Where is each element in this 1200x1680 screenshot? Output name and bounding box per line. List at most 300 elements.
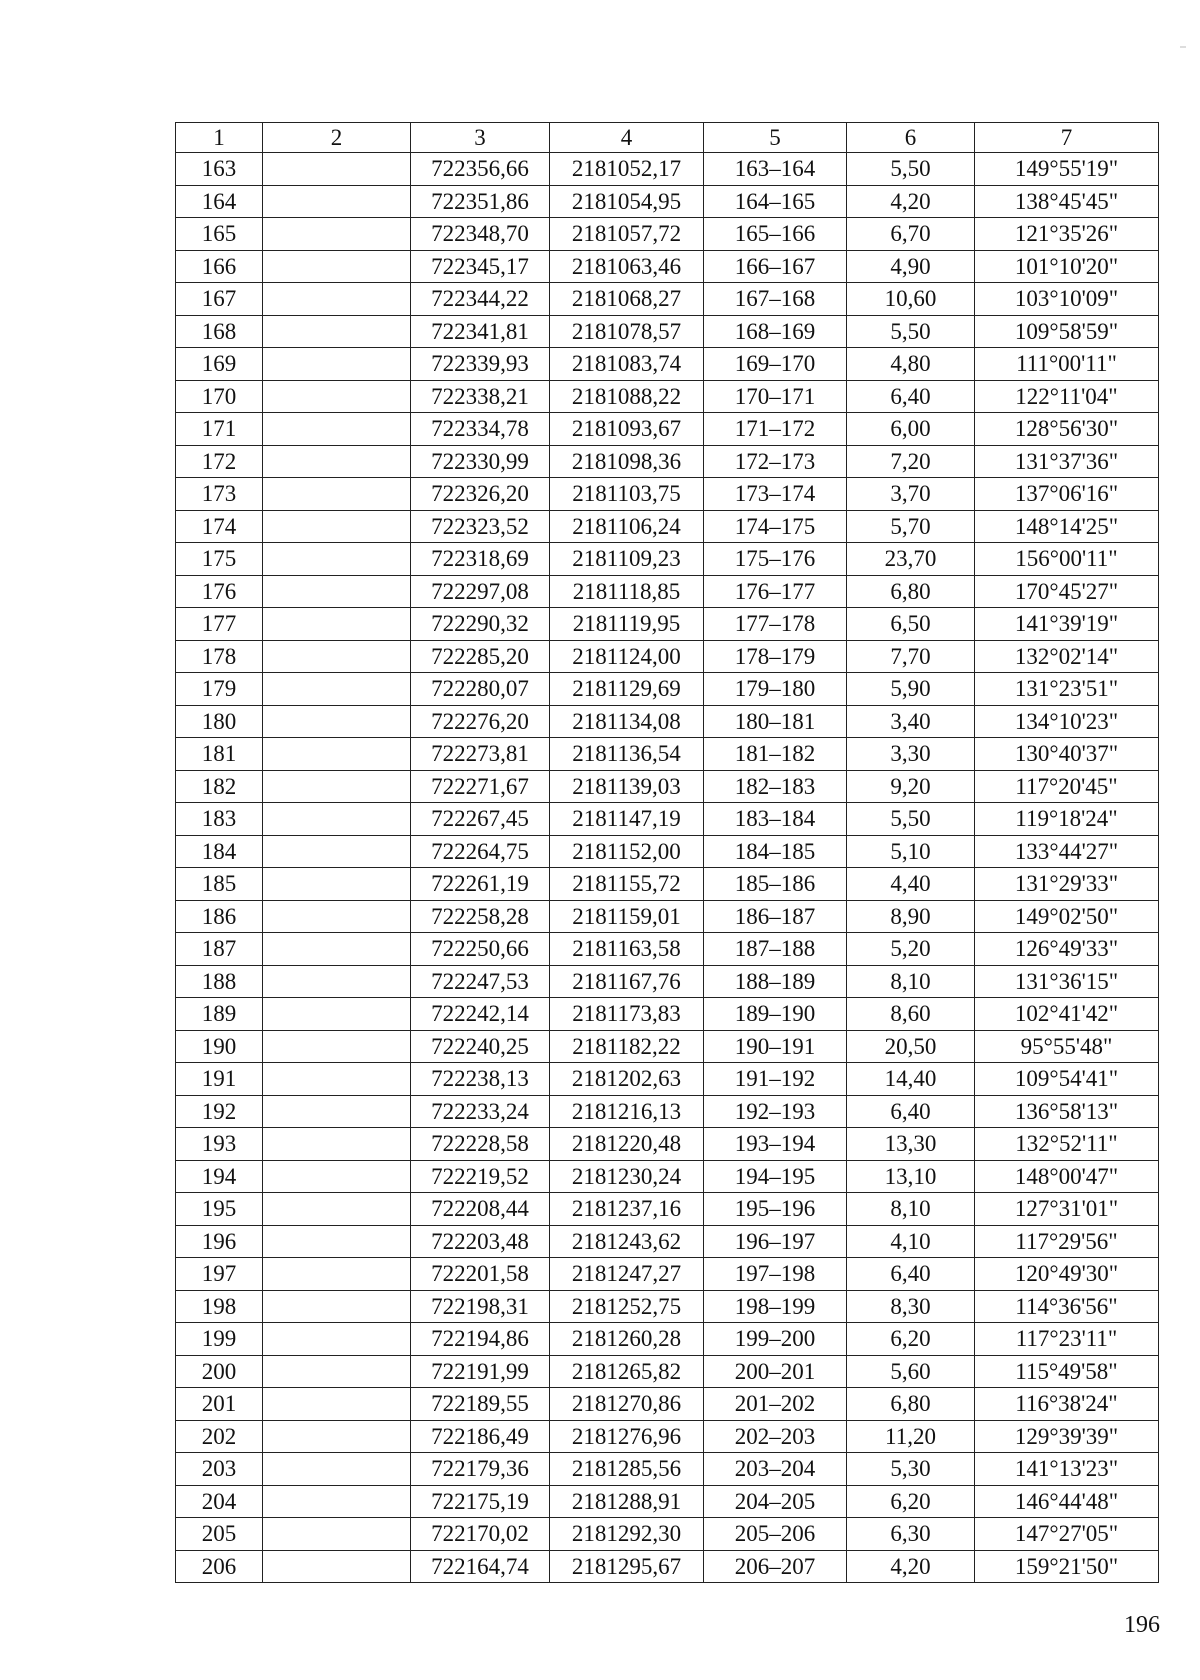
table-cell: 722203,48: [411, 1225, 550, 1258]
table-cell: 722242,14: [411, 998, 550, 1031]
table-cell: 2181265,82: [550, 1355, 704, 1388]
table-cell: [263, 1225, 411, 1258]
table-cell: 200–201: [704, 1355, 847, 1388]
table-cell: 188: [176, 965, 263, 998]
table-cell: 2181202,63: [550, 1063, 704, 1096]
table-cell: 111°00'11": [975, 348, 1159, 381]
table-cell: 174: [176, 510, 263, 543]
table-cell: 6,70: [847, 218, 975, 251]
table-cell: 14,40: [847, 1063, 975, 1096]
table-cell: 6,40: [847, 1095, 975, 1128]
table-cell: 201–202: [704, 1388, 847, 1421]
table-row: [176, 868, 1159, 901]
table-cell: 5,60: [847, 1355, 975, 1388]
table-row: [176, 770, 1159, 803]
table-cell: 722238,13: [411, 1063, 550, 1096]
table-cell: 722334,78: [411, 413, 550, 446]
table-cell: [263, 380, 411, 413]
table-cell: [263, 1258, 411, 1291]
table-cell: [263, 1518, 411, 1551]
table-cell: 156°00'11": [975, 543, 1159, 576]
table-cell: 722338,21: [411, 380, 550, 413]
table-cell: 141°13'23": [975, 1453, 1159, 1486]
table-cell: 722194,86: [411, 1323, 550, 1356]
table-cell: 6,20: [847, 1485, 975, 1518]
table-cell: 195: [176, 1193, 263, 1226]
table-cell: [263, 1420, 411, 1453]
table-cell: 127°31'01": [975, 1193, 1159, 1226]
table-row: [176, 998, 1159, 1031]
table-cell: [263, 348, 411, 381]
table-cell: 3,40: [847, 705, 975, 738]
table-cell: 2181237,16: [550, 1193, 704, 1226]
table-cell: 186–187: [704, 900, 847, 933]
table-cell: 177: [176, 608, 263, 641]
table-cell: 205: [176, 1518, 263, 1551]
column-header: 1: [176, 123, 263, 153]
table-cell: 722330,99: [411, 445, 550, 478]
table-cell: 188–189: [704, 965, 847, 998]
table-cell: 2181288,91: [550, 1485, 704, 1518]
table-cell: 5,50: [847, 803, 975, 836]
table-cell: 202: [176, 1420, 263, 1453]
table-cell: 2181147,19: [550, 803, 704, 836]
table-cell: 129°39'39": [975, 1420, 1159, 1453]
table-cell: 2181247,27: [550, 1258, 704, 1291]
table-row: [176, 1290, 1159, 1323]
table-cell: 722247,53: [411, 965, 550, 998]
table-cell: 6,80: [847, 1388, 975, 1421]
table-cell: 114°36'56": [975, 1290, 1159, 1323]
column-header: 5: [704, 123, 847, 153]
table-cell: 722323,52: [411, 510, 550, 543]
table-cell: 198–199: [704, 1290, 847, 1323]
table-cell: 722186,49: [411, 1420, 550, 1453]
table-row: [176, 153, 1159, 186]
table-cell: 3,30: [847, 738, 975, 771]
table-cell: 168–169: [704, 315, 847, 348]
table-cell: 177–178: [704, 608, 847, 641]
table-cell: 202–203: [704, 1420, 847, 1453]
table-cell: 2181285,56: [550, 1453, 704, 1486]
table-cell: 8,10: [847, 965, 975, 998]
table-cell: 722201,58: [411, 1258, 550, 1291]
table-cell: 175–176: [704, 543, 847, 576]
table-cell: 198: [176, 1290, 263, 1323]
table-cell: 722189,55: [411, 1388, 550, 1421]
table-row: [176, 1160, 1159, 1193]
table-cell: 176–177: [704, 575, 847, 608]
table-cell: 2181260,28: [550, 1323, 704, 1356]
table-cell: [263, 218, 411, 251]
table-cell: 119°18'24": [975, 803, 1159, 836]
table-cell: [263, 640, 411, 673]
table-cell: 138°45'45": [975, 185, 1159, 218]
table-cell: 8,90: [847, 900, 975, 933]
table-cell: 197: [176, 1258, 263, 1291]
table-cell: 722175,19: [411, 1485, 550, 1518]
table-cell: 2181083,74: [550, 348, 704, 381]
table-cell: [263, 835, 411, 868]
table-row: [176, 543, 1159, 576]
table-cell: 5,50: [847, 315, 975, 348]
table-cell: 5,20: [847, 933, 975, 966]
table-cell: 181: [176, 738, 263, 771]
table-row: [176, 933, 1159, 966]
table-cell: 204: [176, 1485, 263, 1518]
table-row: [176, 1518, 1159, 1551]
table-cell: 722179,36: [411, 1453, 550, 1486]
table-cell: 722164,74: [411, 1550, 550, 1583]
table-row: [176, 900, 1159, 933]
table-cell: 6,30: [847, 1518, 975, 1551]
table-cell: 182: [176, 770, 263, 803]
table-cell: 191: [176, 1063, 263, 1096]
table-cell: 175: [176, 543, 263, 576]
table-cell: 722219,52: [411, 1160, 550, 1193]
table-cell: 8,30: [847, 1290, 975, 1323]
table-cell: [263, 543, 411, 576]
table-cell: 4,40: [847, 868, 975, 901]
table-cell: 4,90: [847, 250, 975, 283]
table-cell: 722228,58: [411, 1128, 550, 1161]
table-cell: 2181252,75: [550, 1290, 704, 1323]
table-cell: 185–186: [704, 868, 847, 901]
table-cell: [263, 770, 411, 803]
table-cell: 2181243,62: [550, 1225, 704, 1258]
table-cell: 2181292,30: [550, 1518, 704, 1551]
table-cell: 722280,07: [411, 673, 550, 706]
table-cell: 7,20: [847, 445, 975, 478]
table-row: [176, 218, 1159, 251]
table-cell: [263, 283, 411, 316]
column-header: 6: [847, 123, 975, 153]
table-cell: 137°06'16": [975, 478, 1159, 511]
table-cell: 6,80: [847, 575, 975, 608]
table-cell: 2181119,95: [550, 608, 704, 641]
table-cell: 722191,99: [411, 1355, 550, 1388]
table-cell: [263, 998, 411, 1031]
table-cell: 5,10: [847, 835, 975, 868]
table-cell: 115°49'58": [975, 1355, 1159, 1388]
table-cell: 170: [176, 380, 263, 413]
table-cell: 6,00: [847, 413, 975, 446]
table-cell: [263, 1160, 411, 1193]
table-cell: 193: [176, 1128, 263, 1161]
table-cell: [263, 803, 411, 836]
table-cell: 722273,81: [411, 738, 550, 771]
table-cell: 148°14'25": [975, 510, 1159, 543]
table-cell: 165: [176, 218, 263, 251]
table-cell: 196: [176, 1225, 263, 1258]
table-cell: 120°49'30": [975, 1258, 1159, 1291]
table-row: [176, 478, 1159, 511]
table-row: [176, 1258, 1159, 1291]
table-cell: 2181276,96: [550, 1420, 704, 1453]
table-cell: 166: [176, 250, 263, 283]
table-cell: 2181054,95: [550, 185, 704, 218]
table-cell: 5,90: [847, 673, 975, 706]
table-cell: 722348,70: [411, 218, 550, 251]
table-row: [176, 1420, 1159, 1453]
table-row: [176, 1063, 1159, 1096]
table-cell: 169–170: [704, 348, 847, 381]
scan-mark: [1180, 46, 1186, 48]
header-row: [176, 123, 1159, 153]
table-row: [176, 1128, 1159, 1161]
table-row: [176, 1323, 1159, 1356]
table-cell: [263, 673, 411, 706]
page-number: 196: [1124, 1612, 1160, 1638]
table-cell: 2181139,03: [550, 770, 704, 803]
table-cell: 201: [176, 1388, 263, 1421]
table-cell: 2181163,58: [550, 933, 704, 966]
table-cell: 149°55'19": [975, 153, 1159, 186]
table-cell: 192–193: [704, 1095, 847, 1128]
table-cell: 722290,32: [411, 608, 550, 641]
table-cell: 173: [176, 478, 263, 511]
table-cell: [263, 1550, 411, 1583]
table-cell: 722339,93: [411, 348, 550, 381]
table-cell: 187–188: [704, 933, 847, 966]
table-row: [176, 608, 1159, 641]
table-cell: [263, 1388, 411, 1421]
table-cell: 170°45'27": [975, 575, 1159, 608]
table-cell: 163: [176, 153, 263, 186]
table-row: [176, 1355, 1159, 1388]
table-row: [176, 965, 1159, 998]
table-cell: [263, 315, 411, 348]
table-cell: [263, 1323, 411, 1356]
table-row: [176, 835, 1159, 868]
table-cell: 6,40: [847, 380, 975, 413]
table-cell: 174–175: [704, 510, 847, 543]
table-cell: 196–197: [704, 1225, 847, 1258]
table-cell: 194–195: [704, 1160, 847, 1193]
table-cell: [263, 1290, 411, 1323]
table-row: [176, 1388, 1159, 1421]
table-cell: 722267,45: [411, 803, 550, 836]
table-cell: 722271,67: [411, 770, 550, 803]
column-header: 2: [263, 123, 411, 153]
table-cell: [263, 738, 411, 771]
table-cell: 6,40: [847, 1258, 975, 1291]
table-cell: [263, 965, 411, 998]
table-cell: 172: [176, 445, 263, 478]
table-cell: 203–204: [704, 1453, 847, 1486]
table-cell: 190–191: [704, 1030, 847, 1063]
table-cell: 6,20: [847, 1323, 975, 1356]
table-cell: 185: [176, 868, 263, 901]
table-cell: 2181106,24: [550, 510, 704, 543]
table-cell: [263, 868, 411, 901]
table-cell: 205–206: [704, 1518, 847, 1551]
table-cell: 184: [176, 835, 263, 868]
table-cell: 722276,20: [411, 705, 550, 738]
table-cell: 4,10: [847, 1225, 975, 1258]
table-cell: 180: [176, 705, 263, 738]
table-cell: 179: [176, 673, 263, 706]
table-cell: 193–194: [704, 1128, 847, 1161]
table-row: [176, 1095, 1159, 1128]
table-cell: [263, 153, 411, 186]
table-cell: 2181134,08: [550, 705, 704, 738]
table-cell: 131°36'15": [975, 965, 1159, 998]
table-cell: 2181155,72: [550, 868, 704, 901]
table-cell: 203: [176, 1453, 263, 1486]
table-cell: 722170,02: [411, 1518, 550, 1551]
table-cell: 722326,20: [411, 478, 550, 511]
table-cell: 173–174: [704, 478, 847, 511]
table-cell: 2181057,72: [550, 218, 704, 251]
table-cell: [263, 413, 411, 446]
table-cell: 184–185: [704, 835, 847, 868]
table-cell: 179–180: [704, 673, 847, 706]
table-cell: 206–207: [704, 1550, 847, 1583]
table-cell: [263, 1355, 411, 1388]
table-cell: 146°44'48": [975, 1485, 1159, 1518]
table-row: [176, 380, 1159, 413]
table-cell: 2181173,83: [550, 998, 704, 1031]
table-cell: 722356,66: [411, 153, 550, 186]
table-cell: 190: [176, 1030, 263, 1063]
table-row: [176, 1485, 1159, 1518]
table-row: [176, 1550, 1159, 1583]
table-cell: 186: [176, 900, 263, 933]
table-cell: 192: [176, 1095, 263, 1128]
table-cell: 2181068,27: [550, 283, 704, 316]
table-cell: 134°10'23": [975, 705, 1159, 738]
table-cell: [263, 445, 411, 478]
table-cell: 10,60: [847, 283, 975, 316]
table-cell: 2181063,46: [550, 250, 704, 283]
table-cell: 2181220,48: [550, 1128, 704, 1161]
table-row: [176, 705, 1159, 738]
table-row: [176, 250, 1159, 283]
table-cell: 163–164: [704, 153, 847, 186]
table-cell: 2181230,24: [550, 1160, 704, 1193]
table-cell: [263, 1063, 411, 1096]
table-cell: 7,70: [847, 640, 975, 673]
table-cell: 9,20: [847, 770, 975, 803]
table-cell: 206: [176, 1550, 263, 1583]
table-cell: 132°52'11": [975, 1128, 1159, 1161]
table-cell: 171: [176, 413, 263, 446]
table-cell: 172–173: [704, 445, 847, 478]
table-cell: 168: [176, 315, 263, 348]
table-cell: 117°29'56": [975, 1225, 1159, 1258]
table-cell: 103°10'09": [975, 283, 1159, 316]
table-cell: 132°02'14": [975, 640, 1159, 673]
table-cell: [263, 933, 411, 966]
table-cell: 722258,28: [411, 900, 550, 933]
table-cell: 2181216,13: [550, 1095, 704, 1128]
table-cell: 147°27'05": [975, 1518, 1159, 1551]
table-cell: [263, 608, 411, 641]
table-cell: 169: [176, 348, 263, 381]
table-cell: 181–182: [704, 738, 847, 771]
table-cell: 187: [176, 933, 263, 966]
table-cell: 178–179: [704, 640, 847, 673]
table-cell: 109°54'41": [975, 1063, 1159, 1096]
coordinates-table: [175, 122, 1159, 1583]
table-cell: 2181167,76: [550, 965, 704, 998]
table-cell: 167–168: [704, 283, 847, 316]
table-cell: 164: [176, 185, 263, 218]
table-cell: [263, 510, 411, 543]
table-cell: 722233,24: [411, 1095, 550, 1128]
table-cell: 167: [176, 283, 263, 316]
table-cell: 2181152,00: [550, 835, 704, 868]
table-cell: 11,20: [847, 1420, 975, 1453]
table-cell: [263, 185, 411, 218]
table-cell: [263, 1453, 411, 1486]
table-cell: 2181103,75: [550, 478, 704, 511]
table-cell: 131°29'33": [975, 868, 1159, 901]
table-cell: 2181118,85: [550, 575, 704, 608]
column-header: 3: [411, 123, 550, 153]
table-cell: 722318,69: [411, 543, 550, 576]
table-cell: [263, 900, 411, 933]
table-row: [176, 348, 1159, 381]
table-cell: 95°55'48": [975, 1030, 1159, 1063]
table-cell: 722261,19: [411, 868, 550, 901]
table-cell: 148°00'47": [975, 1160, 1159, 1193]
table-cell: 2181078,57: [550, 315, 704, 348]
column-header: 7: [975, 123, 1159, 153]
table-cell: 2181270,86: [550, 1388, 704, 1421]
table-row: [176, 640, 1159, 673]
table-cell: 2181098,36: [550, 445, 704, 478]
table-cell: 204–205: [704, 1485, 847, 1518]
table-cell: 165–166: [704, 218, 847, 251]
table-cell: 121°35'26": [975, 218, 1159, 251]
table-cell: 20,50: [847, 1030, 975, 1063]
table-cell: 117°20'45": [975, 770, 1159, 803]
table-cell: 131°37'36": [975, 445, 1159, 478]
table-cell: 164–165: [704, 185, 847, 218]
table-row: [176, 283, 1159, 316]
table-cell: 2181136,54: [550, 738, 704, 771]
table-cell: 2181182,22: [550, 1030, 704, 1063]
table-row: [176, 1225, 1159, 1258]
table-row: [176, 510, 1159, 543]
table-row: [176, 445, 1159, 478]
table-row: [176, 803, 1159, 836]
table-cell: 197–198: [704, 1258, 847, 1291]
table-cell: 178: [176, 640, 263, 673]
table-cell: 183–184: [704, 803, 847, 836]
table-cell: 722344,22: [411, 283, 550, 316]
table-cell: 109°58'59": [975, 315, 1159, 348]
table-cell: 194: [176, 1160, 263, 1193]
table-cell: 200: [176, 1355, 263, 1388]
table-cell: 195–196: [704, 1193, 847, 1226]
table-cell: 126°49'33": [975, 933, 1159, 966]
table-row: [176, 1030, 1159, 1063]
table-cell: 171–172: [704, 413, 847, 446]
table-cell: 722341,81: [411, 315, 550, 348]
table-cell: 4,20: [847, 185, 975, 218]
column-header: 4: [550, 123, 704, 153]
table-cell: 101°10'20": [975, 250, 1159, 283]
table-cell: 2181109,23: [550, 543, 704, 576]
table-cell: 722240,25: [411, 1030, 550, 1063]
table-cell: 141°39'19": [975, 608, 1159, 641]
table-cell: 159°21'50": [975, 1550, 1159, 1583]
table-cell: 166–167: [704, 250, 847, 283]
table-cell: 722264,75: [411, 835, 550, 868]
